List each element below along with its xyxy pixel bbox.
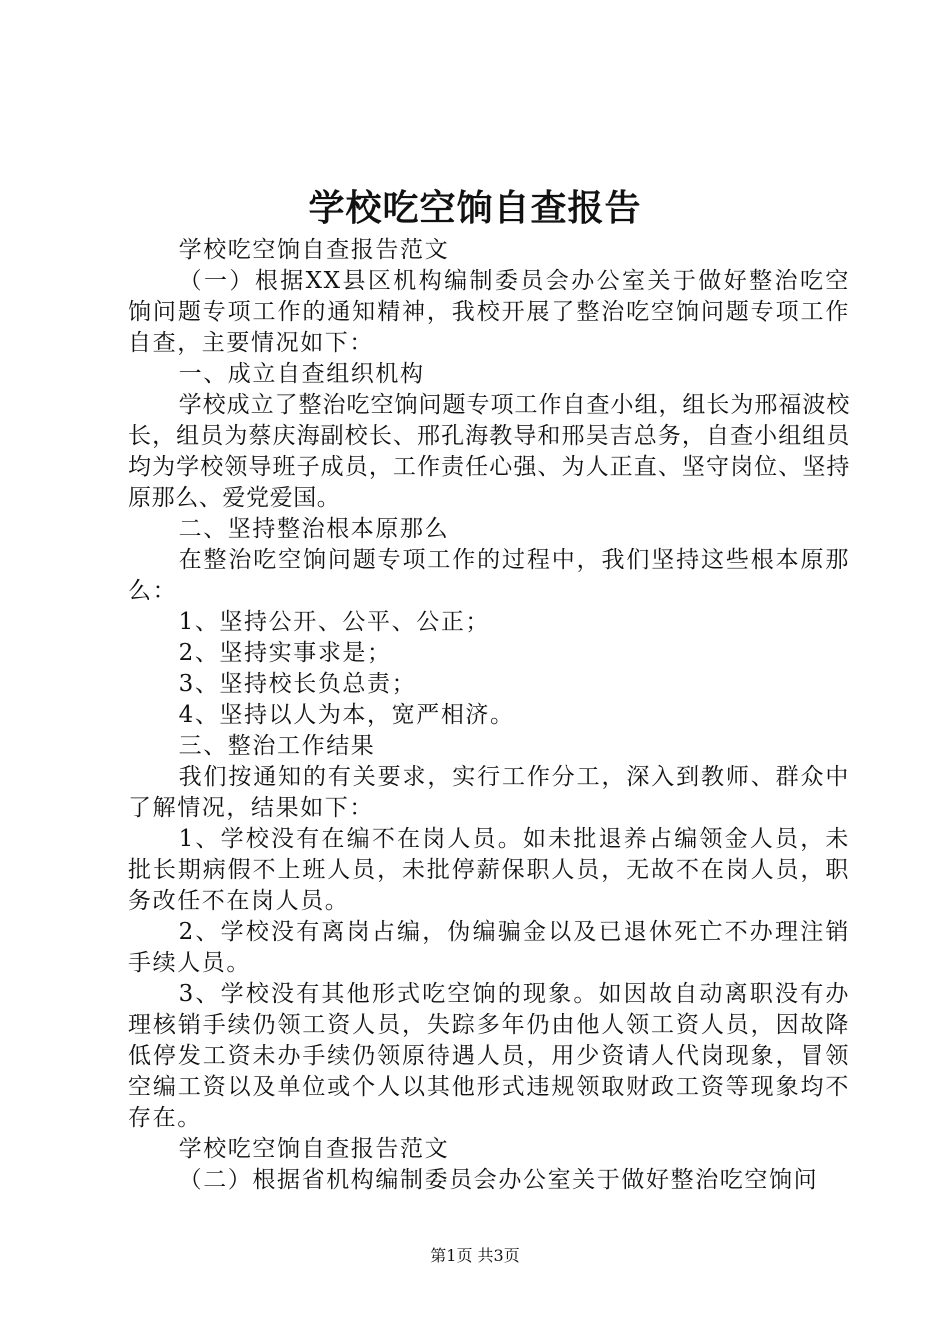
section-heading-template-2: 学校吃空饷自查报告范文 xyxy=(178,1136,450,1162)
principle-item-1: 1、坚持公开、公平、公正； xyxy=(178,609,491,635)
result-item-1: 1、学校没有在编不在岗人员。如未批退养占编领金人员，未批长期病假不上班人员，未批停薪保职人员，无故不在岗人员，职务改任不在岗人员。 xyxy=(128,826,850,914)
result-item-2: 2、学校没有离岗占编，伪编骗金以及已退休死亡不办理注销手续人员。 xyxy=(128,919,850,976)
section-heading-results: 三、整治工作结果 xyxy=(178,733,376,759)
page-footer: 第1页 共3页 xyxy=(430,1246,520,1265)
paragraph-organization: 学校成立了整治吃空饷问题专项工作自查小组，组长为邢福波校长，组员为蔡庆海副校长、邢孔海教导和邢吴吉总务，自查小组组员均为学校领导班子成员，工作责任心强、为人正直、坚守岗位、坚持原那么、爱党爱国。 xyxy=(128,392,850,511)
principle-item-4: 4、坚持以人为本，宽严相济。 xyxy=(178,702,515,728)
paragraph-principles: 在整治吃空饷问题专项工作的过程中，我们坚持这些根本原那么： xyxy=(128,547,850,604)
section-heading-organization: 一、成立自查组织机构 xyxy=(178,361,425,387)
paragraph-results-intro: 我们按通知的有关要求，实行工作分工，深入到教师、群众中了解情况，结果如下： xyxy=(128,764,850,821)
result-item-3: 3、学校没有其他形式吃空饷的现象。如因故自动离职没有办理核销手续仍领工资人员，失踪多年仍由他人领工资人员，因故降低停发工资未办手续仍领原待遇人员，用少资请人代岗现象，冒领空编工资以及单位或个人以其他形式违规领取财政工资等现象均不存在。 xyxy=(128,981,850,1131)
section-heading-template-1: 学校吃空饷自查报告范文 xyxy=(178,237,450,263)
document-title: 学校吃空饷自查报告 xyxy=(308,187,642,229)
document-body xyxy=(128,235,850,1196)
principle-item-3: 3、坚持校长负总责； xyxy=(178,671,417,697)
section-heading-principles: 二、坚持整治根本原那么 xyxy=(178,516,450,542)
paragraph-intro-2: （二）根据省机构编制委员会办公室关于做好整治吃空饷问 xyxy=(178,1167,819,1193)
paragraph-intro-1: （一）根据XX县区机构编制委员会办公室关于做好整治吃空饷问题专项工作的通知精神，我校开展了整治吃空饷问题专项工作自查，主要情况如下： xyxy=(128,268,850,356)
principle-item-2: 2、坚持实事求是； xyxy=(178,640,392,666)
